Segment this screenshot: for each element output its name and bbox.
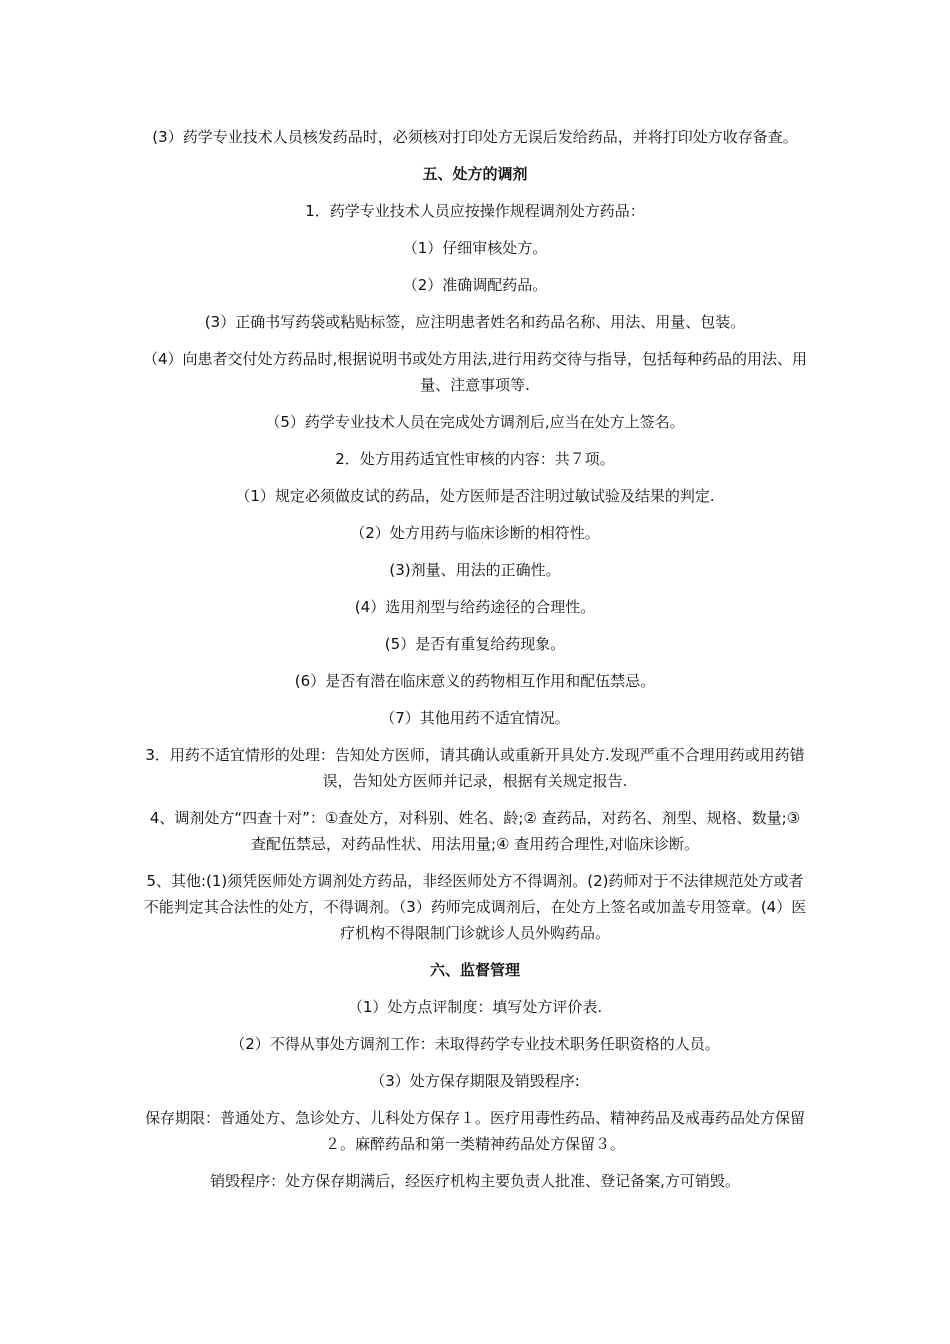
section-heading-supervision: 六、监督管理 (429, 961, 520, 979)
paragraph-other-rules: 5、其他:(1)须凭医师处方调剂处方药品，非经医师处方不得调剂。(2)药师对于不法律规范处方或者不能判定其合法性的处方，不得调剂。（3）药师完成调剂后，在处方上签名或加盖专用签章。(4）医疗机构不得限制门诊就诊人员外购药品。 (143, 872, 807, 942)
list-item-other-inappropriate: （7）其他用药不适宜情况。 (380, 709, 570, 727)
paragraph-destruction-procedure: 销毁程序：处方保存期满后，经医疗机构主要负责人批准、登记备案,方可销毁。 (210, 1172, 740, 1190)
list-item-interactions: (6）是否有潜在临床意义的药物相互作用和配伍禁忌。 (294, 672, 656, 690)
list-item-sign-prescription: （5）药学专业技术人员在完成处方调剂后,应当在处方上签名。 (265, 413, 685, 431)
section-heading-dispensing: 五、处方的调剂 (422, 165, 528, 183)
list-item-review-prescription: （1）仔细审核处方。 (402, 239, 548, 257)
list-item-duplicate-drugs: (5）是否有重复给药现象。 (384, 635, 566, 653)
paragraph-dispensing-procedure: 1．药学专业技术人员应按操作规程调剂处方药品： (305, 202, 645, 220)
paragraph-retention-period: 保存期限：普通处方、急诊处方、儿科处方保存１。医疗用毒性药品、精神药品及戒毒药品处方保留２。麻醉药品和第一类精神药品处方保留３。 (144, 1109, 805, 1153)
list-item-unqualified-staff: （2）不得从事处方调剂工作：未取得药学专业技术职务任职资格的人员。 (230, 1035, 720, 1053)
paragraph-appropriateness-review: 2．处方用药适宜性审核的内容：共７项。 (335, 450, 615, 468)
paragraph-four-checks: 4、调剂处方“四查十对”：①查处方，对科别、姓名、龄;② 查药品，对药名、剂型、规格、数量;③ 查配伍禁忌，对药品性状、用法用量;④ 查用药合理性,对临床诊断。 (149, 809, 801, 853)
list-item-dosage-correctness: (3)剂量、用法的正确性。 (389, 561, 561, 579)
list-item-skin-test: （1）规定必须做皮试的药品，处方医师是否注明过敏试验及结果的判定. (235, 487, 715, 505)
list-item-review-system: （1）处方点评制度：填写处方评价表. (347, 998, 603, 1016)
paragraph-dispense-print-check: (3）药学专业技术人员核发药品时，必须核对打印处方无误后发给药品，并将打印处方收存备查。 (152, 128, 798, 146)
list-item-write-labels: (3）正确书写药袋或粘贴标签，应注明患者姓名和药品名称、用法、用量、包装。 (204, 313, 746, 331)
list-item-retention-destruction: （3）处方保存期限及销毁程序: (370, 1072, 580, 1090)
list-item-dosage-form-route: (4）选用剂型与给药途径的合理性。 (354, 598, 596, 616)
list-item-deliver-drugs: （4）向患者交付处方药品时,根据说明书或处方用法,进行用药交待与指导，包括每种药品的用法、用量、注意事项等. (142, 350, 808, 394)
paragraph-inappropriate-handling: 3．用药不适宜情形的处理：告知处方医师，请其确认或重新开具处方.发现严重不合理用药或用药错误，告知处方医师并记录，根据有关规定报告. (145, 746, 805, 790)
document-body (140, 124, 810, 1205)
list-item-prepare-drugs: （2）准确调配药品。 (402, 276, 548, 294)
list-item-diagnosis-match: （2）处方用药与临床诊断的相符性。 (350, 524, 600, 542)
